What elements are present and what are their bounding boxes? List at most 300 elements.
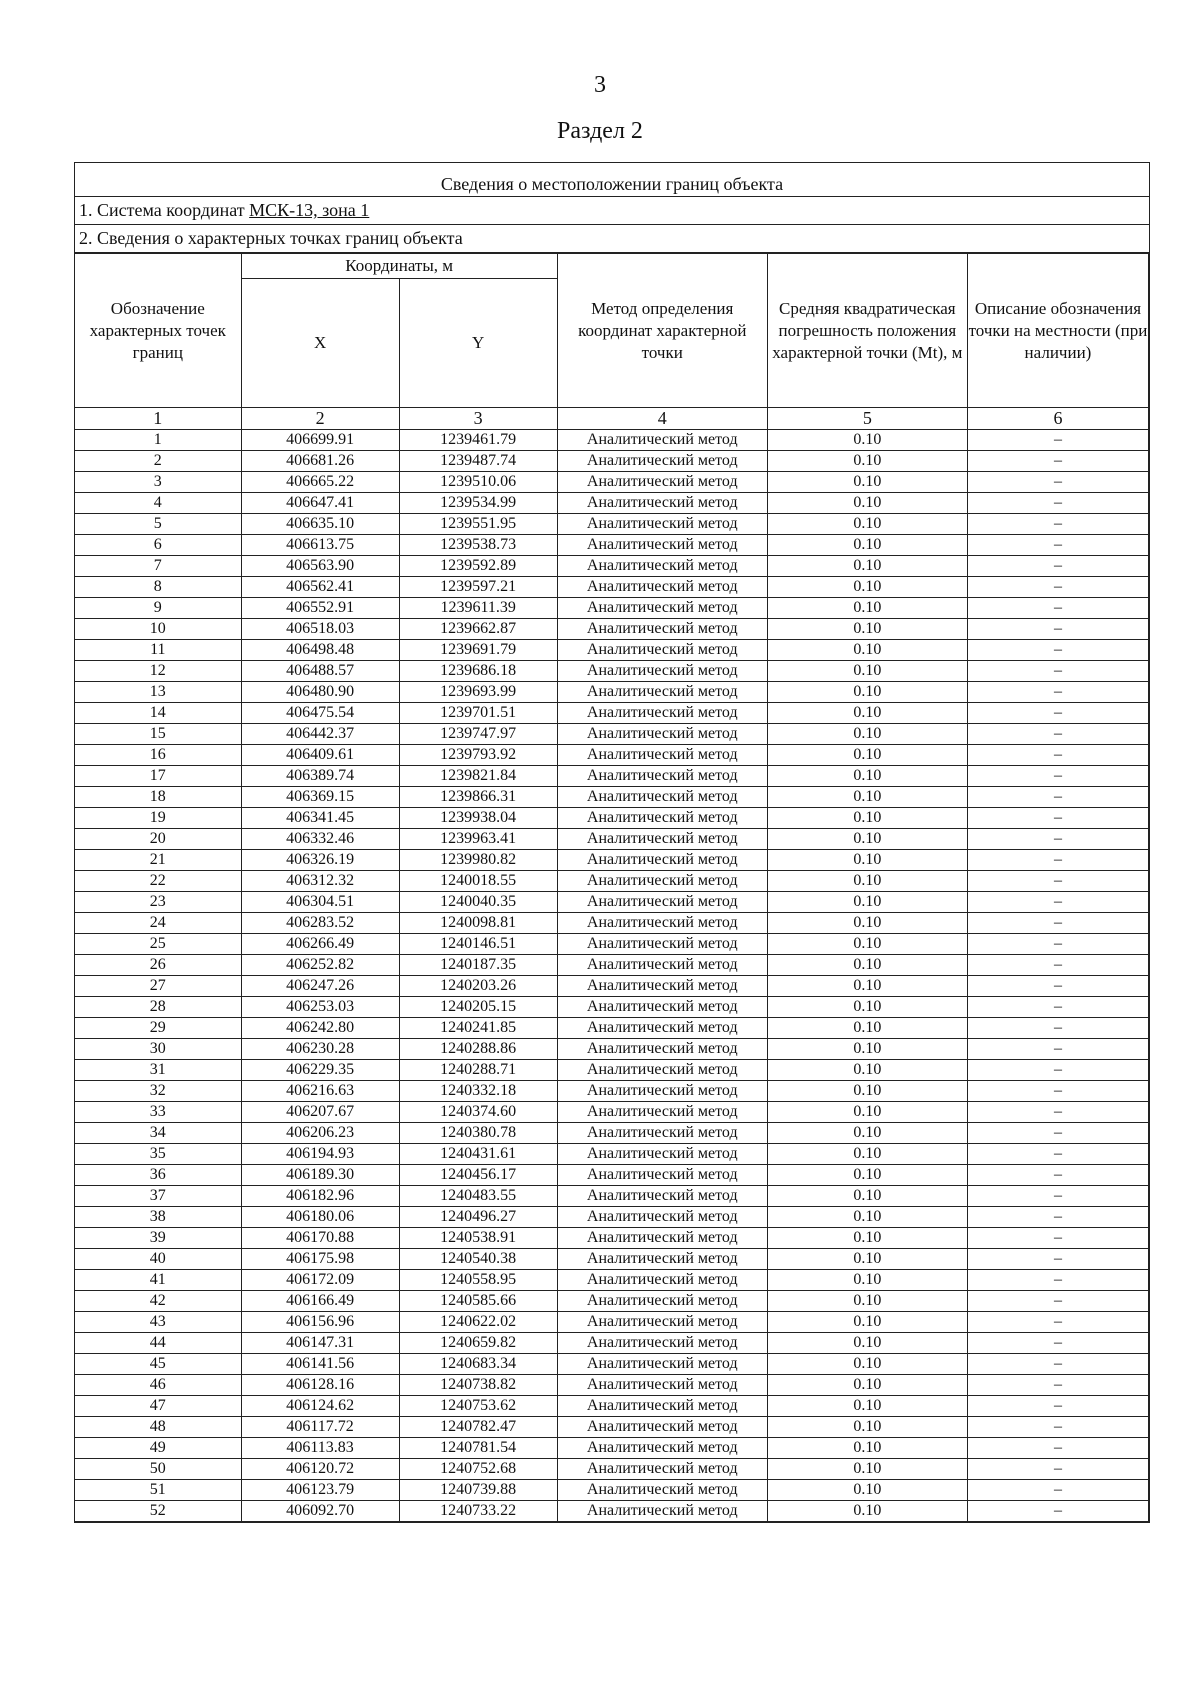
description-cell: – bbox=[967, 1207, 1148, 1228]
header-error: Средняя квадратическая погрешность положения характерной точки (Mt), м bbox=[767, 254, 967, 408]
frame-title: Сведения о местоположении границ объекта bbox=[75, 163, 1149, 197]
x-coordinate-cell: 406699.91 bbox=[241, 430, 399, 451]
x-coordinate-cell: 406332.46 bbox=[241, 829, 399, 850]
error-cell: 0.10 bbox=[767, 682, 967, 703]
method-cell: Аналитический метод bbox=[557, 1081, 767, 1102]
y-coordinate-cell: 1240332.18 bbox=[399, 1081, 557, 1102]
error-cell: 0.10 bbox=[767, 472, 967, 493]
method-cell: Аналитический метод bbox=[557, 955, 767, 976]
coord-system-label: 1. Система координат bbox=[79, 200, 250, 220]
method-cell: Аналитический метод bbox=[557, 997, 767, 1018]
error-cell: 0.10 bbox=[767, 514, 967, 535]
header-row-1 bbox=[75, 254, 1149, 279]
point-number-cell: 25 bbox=[75, 934, 241, 955]
y-coordinate-cell: 1240753.62 bbox=[399, 1396, 557, 1417]
method-cell: Аналитический метод bbox=[557, 1333, 767, 1354]
table-row bbox=[75, 997, 1149, 1018]
boundary-info-frame bbox=[74, 162, 1150, 1523]
description-cell: – bbox=[967, 1144, 1148, 1165]
x-coordinate-cell: 406180.06 bbox=[241, 1207, 399, 1228]
table-row bbox=[75, 1123, 1149, 1144]
description-cell: – bbox=[967, 598, 1148, 619]
x-coordinate-cell: 406128.16 bbox=[241, 1375, 399, 1396]
table-row bbox=[75, 1249, 1149, 1270]
point-number-cell: 14 bbox=[75, 703, 241, 724]
error-cell: 0.10 bbox=[767, 1123, 967, 1144]
point-number-cell: 52 bbox=[75, 1501, 241, 1522]
description-cell: – bbox=[967, 1333, 1148, 1354]
description-cell: – bbox=[967, 871, 1148, 892]
x-coordinate-cell: 406194.93 bbox=[241, 1144, 399, 1165]
x-coordinate-cell: 406442.37 bbox=[241, 724, 399, 745]
point-number-cell: 27 bbox=[75, 976, 241, 997]
x-coordinate-cell: 406369.15 bbox=[241, 787, 399, 808]
column-number-5: 5 bbox=[767, 408, 967, 430]
table-row bbox=[75, 493, 1149, 514]
section-title: Раздел 2 bbox=[557, 118, 643, 144]
method-cell: Аналитический метод bbox=[557, 430, 767, 451]
y-coordinate-cell: 1240203.26 bbox=[399, 976, 557, 997]
coord-system-value: МСК-13, зона 1 bbox=[249, 200, 370, 220]
x-coordinate-cell: 406189.30 bbox=[241, 1165, 399, 1186]
point-number-cell: 40 bbox=[75, 1249, 241, 1270]
point-number-cell: 35 bbox=[75, 1144, 241, 1165]
description-cell: – bbox=[967, 1060, 1148, 1081]
method-cell: Аналитический метод bbox=[557, 850, 767, 871]
y-coordinate-cell: 1240683.34 bbox=[399, 1354, 557, 1375]
x-coordinate-cell: 406562.41 bbox=[241, 577, 399, 598]
y-coordinate-cell: 1239538.73 bbox=[399, 535, 557, 556]
description-cell: – bbox=[967, 1186, 1148, 1207]
column-number-1: 1 bbox=[75, 408, 241, 430]
y-coordinate-cell: 1239701.51 bbox=[399, 703, 557, 724]
description-cell: – bbox=[967, 766, 1148, 787]
header-method: Метод определения координат характерной точки bbox=[557, 254, 767, 408]
description-cell: – bbox=[967, 808, 1148, 829]
x-coordinate-cell: 406665.22 bbox=[241, 472, 399, 493]
error-cell: 0.10 bbox=[767, 1228, 967, 1249]
y-coordinate-cell: 1239693.99 bbox=[399, 682, 557, 703]
x-coordinate-cell: 406409.61 bbox=[241, 745, 399, 766]
column-number-2: 2 bbox=[241, 408, 399, 430]
error-cell: 0.10 bbox=[767, 724, 967, 745]
error-cell: 0.10 bbox=[767, 535, 967, 556]
y-coordinate-cell: 1240483.55 bbox=[399, 1186, 557, 1207]
y-coordinate-cell: 1240622.02 bbox=[399, 1312, 557, 1333]
table-row bbox=[75, 1186, 1149, 1207]
points-table-body bbox=[75, 430, 1149, 1522]
table-row bbox=[75, 556, 1149, 577]
error-cell: 0.10 bbox=[767, 1501, 967, 1522]
table-row bbox=[75, 892, 1149, 913]
x-coordinate-cell: 406681.26 bbox=[241, 451, 399, 472]
y-coordinate-cell: 1239963.41 bbox=[399, 829, 557, 850]
x-coordinate-cell: 406613.75 bbox=[241, 535, 399, 556]
description-cell: – bbox=[967, 682, 1148, 703]
error-cell: 0.10 bbox=[767, 661, 967, 682]
column-number-4: 4 bbox=[557, 408, 767, 430]
y-coordinate-cell: 1240187.35 bbox=[399, 955, 557, 976]
method-cell: Аналитический метод bbox=[557, 829, 767, 850]
error-cell: 0.10 bbox=[767, 1060, 967, 1081]
x-coordinate-cell: 406092.70 bbox=[241, 1501, 399, 1522]
point-number-cell: 46 bbox=[75, 1375, 241, 1396]
y-coordinate-cell: 1240540.38 bbox=[399, 1249, 557, 1270]
point-number-cell: 32 bbox=[75, 1081, 241, 1102]
error-cell: 0.10 bbox=[767, 598, 967, 619]
point-number-cell: 21 bbox=[75, 850, 241, 871]
point-number-cell: 22 bbox=[75, 871, 241, 892]
y-coordinate-cell: 1240456.17 bbox=[399, 1165, 557, 1186]
y-coordinate-cell: 1240659.82 bbox=[399, 1333, 557, 1354]
error-cell: 0.10 bbox=[767, 703, 967, 724]
x-coordinate-cell: 406252.82 bbox=[241, 955, 399, 976]
error-cell: 0.10 bbox=[767, 619, 967, 640]
table-row bbox=[75, 913, 1149, 934]
y-coordinate-cell: 1239980.82 bbox=[399, 850, 557, 871]
header-x: X bbox=[241, 279, 399, 408]
error-cell: 0.10 bbox=[767, 640, 967, 661]
description-cell: – bbox=[967, 934, 1148, 955]
table-row bbox=[75, 619, 1149, 640]
table-row bbox=[75, 766, 1149, 787]
error-cell: 0.10 bbox=[767, 1018, 967, 1039]
table-row bbox=[75, 1480, 1149, 1501]
table-row bbox=[75, 1438, 1149, 1459]
point-number-cell: 20 bbox=[75, 829, 241, 850]
table-row bbox=[75, 1228, 1149, 1249]
x-coordinate-cell: 406166.49 bbox=[241, 1291, 399, 1312]
x-coordinate-cell: 406117.72 bbox=[241, 1417, 399, 1438]
x-coordinate-cell: 406120.72 bbox=[241, 1459, 399, 1480]
method-cell: Аналитический метод bbox=[557, 766, 767, 787]
method-cell: Аналитический метод bbox=[557, 1228, 767, 1249]
error-cell: 0.10 bbox=[767, 1375, 967, 1396]
point-number-cell: 4 bbox=[75, 493, 241, 514]
description-cell: – bbox=[967, 1228, 1148, 1249]
point-number-cell: 19 bbox=[75, 808, 241, 829]
table-row bbox=[75, 1354, 1149, 1375]
description-cell: – bbox=[967, 913, 1148, 934]
description-cell: – bbox=[967, 556, 1148, 577]
table-row bbox=[75, 430, 1149, 451]
method-cell: Аналитический метод bbox=[557, 619, 767, 640]
y-coordinate-cell: 1240380.78 bbox=[399, 1123, 557, 1144]
x-coordinate-cell: 406216.63 bbox=[241, 1081, 399, 1102]
point-number-cell: 29 bbox=[75, 1018, 241, 1039]
point-number-cell: 23 bbox=[75, 892, 241, 913]
description-cell: – bbox=[967, 451, 1148, 472]
description-cell: – bbox=[967, 724, 1148, 745]
description-cell: – bbox=[967, 577, 1148, 598]
table-row bbox=[75, 850, 1149, 871]
table-row bbox=[75, 1375, 1149, 1396]
method-cell: Аналитический метод bbox=[557, 1207, 767, 1228]
error-cell: 0.10 bbox=[767, 1417, 967, 1438]
x-coordinate-cell: 406498.48 bbox=[241, 640, 399, 661]
method-cell: Аналитический метод bbox=[557, 871, 767, 892]
description-cell: – bbox=[967, 787, 1148, 808]
error-cell: 0.10 bbox=[767, 766, 967, 787]
error-cell: 0.10 bbox=[767, 1039, 967, 1060]
table-row bbox=[75, 808, 1149, 829]
point-number-cell: 6 bbox=[75, 535, 241, 556]
table-row bbox=[75, 661, 1149, 682]
y-coordinate-cell: 1240146.51 bbox=[399, 934, 557, 955]
point-number-cell: 34 bbox=[75, 1123, 241, 1144]
description-cell: – bbox=[967, 640, 1148, 661]
column-number-6: 6 bbox=[967, 408, 1148, 430]
point-number-cell: 47 bbox=[75, 1396, 241, 1417]
point-number-cell: 13 bbox=[75, 682, 241, 703]
point-number-cell: 3 bbox=[75, 472, 241, 493]
error-cell: 0.10 bbox=[767, 850, 967, 871]
method-cell: Аналитический метод bbox=[557, 1312, 767, 1333]
description-cell: – bbox=[967, 430, 1148, 451]
method-cell: Аналитический метод bbox=[557, 493, 767, 514]
method-cell: Аналитический метод bbox=[557, 682, 767, 703]
table-row bbox=[75, 745, 1149, 766]
table-row bbox=[75, 1102, 1149, 1123]
x-coordinate-cell: 406229.35 bbox=[241, 1060, 399, 1081]
error-cell: 0.10 bbox=[767, 1102, 967, 1123]
table-row bbox=[75, 1207, 1149, 1228]
error-cell: 0.10 bbox=[767, 1186, 967, 1207]
y-coordinate-cell: 1240374.60 bbox=[399, 1102, 557, 1123]
point-number-cell: 50 bbox=[75, 1459, 241, 1480]
x-coordinate-cell: 406563.90 bbox=[241, 556, 399, 577]
point-number-cell: 24 bbox=[75, 913, 241, 934]
x-coordinate-cell: 406147.31 bbox=[241, 1333, 399, 1354]
description-cell: – bbox=[967, 661, 1148, 682]
table-row bbox=[75, 955, 1149, 976]
table-row bbox=[75, 514, 1149, 535]
description-cell: – bbox=[967, 1396, 1148, 1417]
method-cell: Аналитический метод bbox=[557, 556, 767, 577]
point-number-cell: 12 bbox=[75, 661, 241, 682]
x-coordinate-cell: 406182.96 bbox=[241, 1186, 399, 1207]
description-cell: – bbox=[967, 619, 1148, 640]
point-number-cell: 1 bbox=[75, 430, 241, 451]
error-cell: 0.10 bbox=[767, 745, 967, 766]
y-coordinate-cell: 1239534.99 bbox=[399, 493, 557, 514]
point-number-cell: 18 bbox=[75, 787, 241, 808]
x-coordinate-cell: 406141.56 bbox=[241, 1354, 399, 1375]
method-cell: Аналитический метод bbox=[557, 892, 767, 913]
point-number-cell: 30 bbox=[75, 1039, 241, 1060]
point-number-cell: 38 bbox=[75, 1207, 241, 1228]
point-number-cell: 11 bbox=[75, 640, 241, 661]
point-number-cell: 5 bbox=[75, 514, 241, 535]
error-cell: 0.10 bbox=[767, 577, 967, 598]
description-cell: – bbox=[967, 1018, 1148, 1039]
coord-system-line bbox=[75, 197, 1149, 225]
x-coordinate-cell: 406488.57 bbox=[241, 661, 399, 682]
table-row bbox=[75, 1018, 1149, 1039]
table-row bbox=[75, 787, 1149, 808]
point-number-cell: 41 bbox=[75, 1270, 241, 1291]
header-coordinates: Координаты, м bbox=[241, 254, 557, 279]
y-coordinate-cell: 1239686.18 bbox=[399, 661, 557, 682]
error-cell: 0.10 bbox=[767, 1480, 967, 1501]
description-cell: – bbox=[967, 1417, 1148, 1438]
method-cell: Аналитический метод bbox=[557, 724, 767, 745]
description-cell: – bbox=[967, 955, 1148, 976]
table-row bbox=[75, 598, 1149, 619]
error-cell: 0.10 bbox=[767, 829, 967, 850]
error-cell: 0.10 bbox=[767, 892, 967, 913]
y-coordinate-cell: 1239611.39 bbox=[399, 598, 557, 619]
y-coordinate-cell: 1239461.79 bbox=[399, 430, 557, 451]
description-cell: – bbox=[967, 1039, 1148, 1060]
error-cell: 0.10 bbox=[767, 997, 967, 1018]
method-cell: Аналитический метод bbox=[557, 1501, 767, 1522]
table-row bbox=[75, 1270, 1149, 1291]
y-coordinate-cell: 1240782.47 bbox=[399, 1417, 557, 1438]
table-row bbox=[75, 1459, 1149, 1480]
point-number-cell: 43 bbox=[75, 1312, 241, 1333]
point-number-cell: 33 bbox=[75, 1102, 241, 1123]
x-coordinate-cell: 406230.28 bbox=[241, 1039, 399, 1060]
error-cell: 0.10 bbox=[767, 1249, 967, 1270]
column-numbers-row bbox=[75, 408, 1149, 430]
y-coordinate-cell: 1240585.66 bbox=[399, 1291, 557, 1312]
error-cell: 0.10 bbox=[767, 976, 967, 997]
point-number-cell: 7 bbox=[75, 556, 241, 577]
error-cell: 0.10 bbox=[767, 1165, 967, 1186]
description-cell: – bbox=[967, 1501, 1148, 1522]
y-coordinate-cell: 1239597.21 bbox=[399, 577, 557, 598]
error-cell: 0.10 bbox=[767, 1291, 967, 1312]
description-cell: – bbox=[967, 1291, 1148, 1312]
header-designation: Обозначение характерных точек границ bbox=[75, 254, 241, 408]
x-coordinate-cell: 406172.09 bbox=[241, 1270, 399, 1291]
method-cell: Аналитический метод bbox=[557, 1144, 767, 1165]
error-cell: 0.10 bbox=[767, 871, 967, 892]
x-coordinate-cell: 406312.32 bbox=[241, 871, 399, 892]
point-number-cell: 2 bbox=[75, 451, 241, 472]
description-cell: – bbox=[967, 1312, 1148, 1333]
x-coordinate-cell: 406266.49 bbox=[241, 934, 399, 955]
method-cell: Аналитический метод bbox=[557, 1102, 767, 1123]
method-cell: Аналитический метод bbox=[557, 1459, 767, 1480]
description-cell: – bbox=[967, 1249, 1148, 1270]
x-coordinate-cell: 406283.52 bbox=[241, 913, 399, 934]
point-number-cell: 10 bbox=[75, 619, 241, 640]
y-coordinate-cell: 1240431.61 bbox=[399, 1144, 557, 1165]
method-cell: Аналитический метод bbox=[557, 1438, 767, 1459]
point-number-cell: 44 bbox=[75, 1333, 241, 1354]
method-cell: Аналитический метод bbox=[557, 1354, 767, 1375]
y-coordinate-cell: 1240205.15 bbox=[399, 997, 557, 1018]
table-row bbox=[75, 1060, 1149, 1081]
description-cell: – bbox=[967, 829, 1148, 850]
error-cell: 0.10 bbox=[767, 1144, 967, 1165]
x-coordinate-cell: 406518.03 bbox=[241, 619, 399, 640]
point-number-cell: 51 bbox=[75, 1480, 241, 1501]
x-coordinate-cell: 406253.03 bbox=[241, 997, 399, 1018]
method-cell: Аналитический метод bbox=[557, 1060, 767, 1081]
description-cell: – bbox=[967, 535, 1148, 556]
method-cell: Аналитический метод bbox=[557, 1270, 767, 1291]
method-cell: Аналитический метод bbox=[557, 598, 767, 619]
method-cell: Аналитический метод bbox=[557, 514, 767, 535]
error-cell: 0.10 bbox=[767, 808, 967, 829]
method-cell: Аналитический метод bbox=[557, 913, 767, 934]
error-cell: 0.10 bbox=[767, 787, 967, 808]
description-cell: – bbox=[967, 1165, 1148, 1186]
description-cell: – bbox=[967, 1438, 1148, 1459]
y-coordinate-cell: 1239662.87 bbox=[399, 619, 557, 640]
points-table bbox=[75, 253, 1149, 1522]
table-row bbox=[75, 724, 1149, 745]
y-coordinate-cell: 1239938.04 bbox=[399, 808, 557, 829]
error-cell: 0.10 bbox=[767, 913, 967, 934]
error-cell: 0.10 bbox=[767, 493, 967, 514]
x-coordinate-cell: 406206.23 bbox=[241, 1123, 399, 1144]
method-cell: Аналитический метод bbox=[557, 472, 767, 493]
y-coordinate-cell: 1239510.06 bbox=[399, 472, 557, 493]
table-row bbox=[75, 451, 1149, 472]
description-cell: – bbox=[967, 997, 1148, 1018]
description-cell: – bbox=[967, 1354, 1148, 1375]
point-number-cell: 37 bbox=[75, 1186, 241, 1207]
method-cell: Аналитический метод bbox=[557, 1039, 767, 1060]
description-cell: – bbox=[967, 1102, 1148, 1123]
y-coordinate-cell: 1240733.22 bbox=[399, 1501, 557, 1522]
table-row bbox=[75, 535, 1149, 556]
method-cell: Аналитический метод bbox=[557, 577, 767, 598]
point-number-cell: 31 bbox=[75, 1060, 241, 1081]
point-number-cell: 17 bbox=[75, 766, 241, 787]
table-row bbox=[75, 703, 1149, 724]
y-coordinate-cell: 1239551.95 bbox=[399, 514, 557, 535]
table-row bbox=[75, 871, 1149, 892]
error-cell: 0.10 bbox=[767, 451, 967, 472]
description-cell: – bbox=[967, 892, 1148, 913]
method-cell: Аналитический метод bbox=[557, 1417, 767, 1438]
x-coordinate-cell: 406475.54 bbox=[241, 703, 399, 724]
error-cell: 0.10 bbox=[767, 955, 967, 976]
x-coordinate-cell: 406170.88 bbox=[241, 1228, 399, 1249]
x-coordinate-cell: 406207.67 bbox=[241, 1102, 399, 1123]
y-coordinate-cell: 1239487.74 bbox=[399, 451, 557, 472]
error-cell: 0.10 bbox=[767, 1396, 967, 1417]
description-cell: – bbox=[967, 703, 1148, 724]
method-cell: Аналитический метод bbox=[557, 1018, 767, 1039]
header-y: Y bbox=[399, 279, 557, 408]
x-coordinate-cell: 406113.83 bbox=[241, 1438, 399, 1459]
method-cell: Аналитический метод bbox=[557, 787, 767, 808]
method-cell: Аналитический метод bbox=[557, 934, 767, 955]
x-coordinate-cell: 406647.41 bbox=[241, 493, 399, 514]
y-coordinate-cell: 1240558.95 bbox=[399, 1270, 557, 1291]
y-coordinate-cell: 1240538.91 bbox=[399, 1228, 557, 1249]
point-number-cell: 16 bbox=[75, 745, 241, 766]
point-number-cell: 39 bbox=[75, 1228, 241, 1249]
description-cell: – bbox=[967, 1459, 1148, 1480]
x-coordinate-cell: 406341.45 bbox=[241, 808, 399, 829]
description-cell: – bbox=[967, 1375, 1148, 1396]
x-coordinate-cell: 406326.19 bbox=[241, 850, 399, 871]
description-cell: – bbox=[967, 1081, 1148, 1102]
column-number-3: 3 bbox=[399, 408, 557, 430]
x-coordinate-cell: 406635.10 bbox=[241, 514, 399, 535]
method-cell: Аналитический метод bbox=[557, 703, 767, 724]
method-cell: Аналитический метод bbox=[557, 1123, 767, 1144]
page-number: 3 bbox=[594, 72, 606, 98]
table-row bbox=[75, 829, 1149, 850]
